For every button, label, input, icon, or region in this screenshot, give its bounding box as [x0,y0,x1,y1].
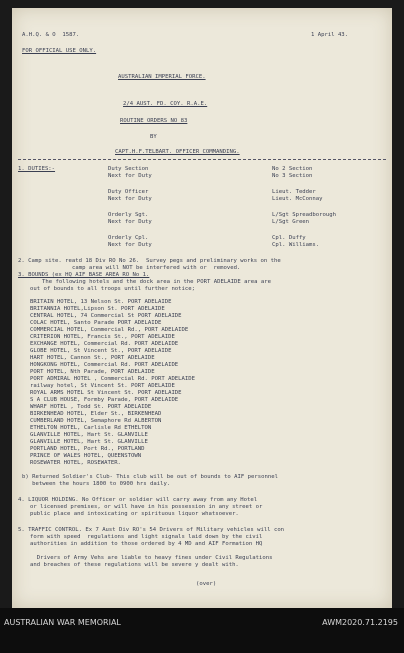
item2-line1: 2. Camp site. reatd 18 Div RO No 26. Survey pegs and preliminary works on the [18,258,281,264]
hotel-item: ETHELTON HOTEL, Carlisle Rd ETHELTON [30,425,152,431]
document-page [12,8,392,608]
hotel-item: ROYAL ARMS HOTEL St Vincent St. PORT ADELAIDE [30,390,182,396]
hotel-item: HONGKONG HOTEL, Commercial Rd. PORT ADELAIDE [30,362,179,368]
hotel-item: CRITERION HOTEL, Francis St., PORT ADELAIDE [30,334,175,340]
header-divider [18,159,386,160]
hotel-item: COMMERCIAL HOTEL, Commercial Rd., PORT ADELAIDE [30,327,189,333]
duty-left-2a: Duty Officer [108,189,149,195]
item4-line3: public place and intoxicating or spirituous liquor whatsoever. [30,511,239,517]
item5-line2: form with speed regulations and light signals laid down by the civil [30,534,263,540]
unit-title: 2/4 AUST. FD. COY. R.A.E. [123,101,208,107]
duties-heading: 1. DUTIES:- [18,166,56,172]
duty-left-2b: Next for Duty [108,196,152,202]
officer-commanding: CAPT.H.F.TELBART. OFFICER COMMANDING. [115,149,240,155]
bounds-intro-1: The following hotels and the dock area in the PORT ADELAIDE area are [42,279,272,285]
archive-reference: AWM2020.71.2195 [322,618,398,627]
bounds-intro-2: out of bounds to all troops until further notice; [30,286,196,292]
duty-left-3b: Next for Duty [108,219,152,225]
duty-right-3b: L/Sgt Green [272,219,310,225]
hotel-item: CUMBERLAND HOTEL, Semaphore Rd ALBERTON [30,418,162,424]
hotel-item: WHARF HOTEL , Todd St. PORT ADELAIDE [30,404,152,410]
item5-line4: Drivers of Army Vehs are liable to heavy fines under Civil Regulations [30,555,273,561]
hotel-item: railway hotel, St Vincent St. PORT ADELAIDE [30,383,175,389]
item4-line1: 4. LIQUOR HOLDING. No Officer or soldier will carry away from any Hotel [18,497,258,503]
hotel-item: ROSEWATER HOTEL, ROSEWATER. [30,460,121,466]
hotel-item: GLANVILLE HOTEL, Hart St. GLANVILLE [30,432,148,438]
duty-right-1a: No 2 Section [272,166,313,172]
document-reference: A.H.Q. & O 1587. [22,32,80,38]
hotel-item: BRITAIN HOTEL, 13 Nelson St. PORT ADELAIDE [30,299,172,305]
orders-title: ROUTINE ORDERS NO 83 [120,118,188,124]
duty-right-1b: No 3 Section [272,173,313,179]
document-date: 1 April 43. [311,32,349,38]
duty-right-4a: Cpl. Duffy [272,235,306,241]
duty-right-2b: Lieut. McConnay [272,196,323,202]
item5-line1: 5. TRAFFIC CONTROL. Ex 7 Aust Div RO's 54 Drivers of Military vehicles will con [18,527,285,533]
duty-left-1a: Duty Section [108,166,149,172]
hotel-item: GLOBE HOTEL, St Vincent St., PORT ADELAIDE [30,348,172,354]
duty-left-1b: Next for Duty [108,173,152,179]
duty-left-4a: Orderly Cpl. [108,235,149,241]
item4-line2: or licensed premises, or will have in his possession in any street or [30,504,263,510]
duty-left-3a: Orderly Sgt. [108,212,149,218]
hotel-item: PORT ADMIRAL HOTEL , Commercial Rd. PORT ADELAIDE [30,376,196,382]
archive-name: AUSTRALIAN WAR MEMORIAL [4,618,121,627]
item3b-line2: between the hours 1800 to 0900 hrs daily. [22,481,171,487]
hotel-item: CENTRAL HOTEL, 74 Commercial St PORT ADELAIDE [30,313,182,319]
duty-right-4b: Cpl. Williams. [272,242,320,248]
hotel-item: HART HOTEL, Cannon St., PORT ADELAIDE [30,355,155,361]
item3b-line1: b) Returned Soldier's Club- This club will be out of bounds to AIF personnel [22,474,278,480]
hotel-item: BIRKENHEAD HOTEL, Elder St., BIRKENHEAD [30,411,162,417]
item5-line5: and breaches of these regulations will be severe y dealt with. [30,562,239,568]
hotel-item: PORTLAND HOTEL, Port Rd., PORTLAND [30,446,145,452]
hotel-item: PORT HOTEL, Nth Parade, PORT ADELAIDE [30,369,155,375]
hotel-item: S A CLUB HOUSE, Formby Parade, PORT ADELAIDE [30,397,179,403]
duty-right-2a: Lieut. Tedder [272,189,316,195]
hotel-item: COLAC HOTEL, Santo Parade PORT ADELAIDE [30,320,162,326]
duty-left-4b: Next for Duty [108,242,152,248]
hotel-item: PRINCE OF WALES HOTEL, QUEENSTOWN [30,453,142,459]
force-title: AUSTRALIAN IMPERIAL FORCE. [118,74,206,80]
by-label: BY [150,134,157,140]
hotel-item: BRITANNIA HOTEL,Lipson St. PORT ADELAIDE [30,306,165,312]
hotel-item: GLANVILLE HOTEL, Hart St. GLANVILLE [30,439,148,445]
over-note: (over) [196,581,217,587]
restriction-notice: FOR OFFICIAL USE ONLY. [22,48,97,54]
item5-line3: authorities in addition to those ordered by 4 MD and AIF Formation HQ [30,541,263,547]
item2-line2: camp area will NOT be interfered with or removed. [72,265,241,271]
hotel-item: EXCHANGE HOTEL, Commercial Rd. PORT ADELAIDE [30,341,179,347]
bounds-heading: 3. BOUNDS (ex HQ AIF BASE AREA RO No 1. [18,272,150,278]
duty-right-3a: L/Sgt Spreadborough [272,212,336,218]
archive-footer [0,608,404,653]
